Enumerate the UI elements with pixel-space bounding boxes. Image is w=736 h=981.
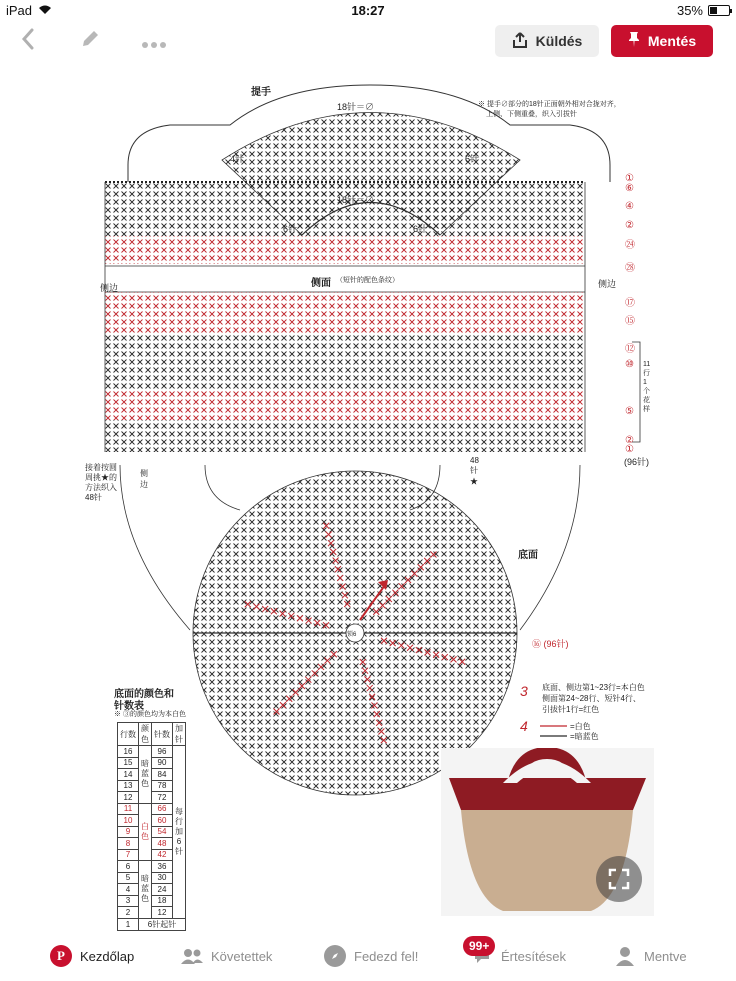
table-cell-count: 12 xyxy=(152,907,173,919)
color-navy-top: 暗蓝色 xyxy=(139,746,152,804)
count-96: (96针) xyxy=(624,457,650,467)
bottom-nav xyxy=(0,935,736,981)
left-4-label: 4针 xyxy=(230,154,245,164)
table-cell-row: 15 xyxy=(118,757,139,769)
row-marker: ㉔ xyxy=(625,240,635,251)
nav-home-label: Kezdőlap xyxy=(80,948,135,964)
more-dots-icon[interactable] xyxy=(140,28,168,56)
table-cell-count: 18 xyxy=(152,895,173,907)
table-cell-row: 7 xyxy=(118,849,139,861)
join-note-4: 48针 xyxy=(85,493,102,502)
table-title-2: 针数表 xyxy=(114,701,144,712)
header-count: 针数 xyxy=(152,723,173,746)
status-time: 18:27 xyxy=(351,3,385,18)
table-cell-row: 9 xyxy=(118,826,139,838)
handle-inner-count: 18针＝∅ xyxy=(337,195,375,205)
table-cell-row: 3 xyxy=(118,895,139,907)
table-cell-row: 2 xyxy=(118,907,139,919)
start-chain-label: 锁6 xyxy=(347,632,357,638)
send-label: Küldés xyxy=(535,33,583,49)
compass-icon xyxy=(324,945,346,967)
table-cell-count: 96 xyxy=(152,746,173,758)
pencil-icon[interactable] xyxy=(76,28,104,56)
mid-48: 48针★ xyxy=(470,456,479,486)
table-cell-row: 1 xyxy=(118,918,139,930)
header-color: 颜色 xyxy=(139,723,152,746)
legend-3-number: 3 xyxy=(520,683,528,699)
table-body xyxy=(118,746,186,931)
side-edge-right: 侧边 xyxy=(598,279,617,289)
handle-top-count: 18针＝∅ xyxy=(337,102,375,112)
row-marker: ① xyxy=(625,173,634,184)
row-marker: ② xyxy=(625,435,634,446)
color-white: 白色 xyxy=(139,803,152,861)
table-cell-count: 54 xyxy=(152,826,173,838)
nav-saved-label: Mentve xyxy=(644,948,687,964)
header-rows: 行数 xyxy=(118,723,139,746)
table-cell-row: 8 xyxy=(118,838,139,850)
row-marker: ④ xyxy=(625,201,634,212)
nav-home[interactable] xyxy=(50,945,134,967)
handle-title: 提手 xyxy=(251,87,271,98)
table-cell-row: 5 xyxy=(118,872,139,884)
save-label: Mentés xyxy=(647,33,697,49)
pinterest-logo-icon: P xyxy=(50,945,72,967)
battery-fill xyxy=(710,7,717,14)
row-marker: ⑤ xyxy=(625,406,634,417)
increase-label: 每行加6针 xyxy=(173,746,186,919)
row-marker: ② xyxy=(625,220,634,231)
table-row xyxy=(118,746,186,758)
side-edge-left: 侧边 xyxy=(100,283,119,293)
join-note-2: 周挑★的 xyxy=(85,473,117,482)
share-icon xyxy=(512,32,528,51)
nav-following[interactable] xyxy=(181,945,272,967)
table-cell-row: 13 xyxy=(118,780,139,792)
eleven-rows-label: 11行1个花样 xyxy=(643,361,651,413)
profile-icon xyxy=(614,945,636,967)
table-cell-row: 16 xyxy=(118,746,139,758)
table-cell-row: 14 xyxy=(118,769,139,781)
table-cell-count: 72 xyxy=(152,792,173,804)
back-icon[interactable] xyxy=(14,28,42,56)
table-header-row xyxy=(118,723,186,746)
table-cell-count: 6针起针 xyxy=(139,918,186,930)
table-cell-row: 4 xyxy=(118,884,139,896)
table-title-1: 底面的颜色和 xyxy=(114,689,174,700)
handle-note-1: ※ 提手∅部分的18针正面朝外相对合拢对齐， xyxy=(478,101,621,108)
table-cell-count: 84 xyxy=(152,769,173,781)
table-cell-count: 66 xyxy=(152,803,173,815)
device-name: iPad xyxy=(6,3,33,18)
legend-navy: =暗蓝色 xyxy=(570,732,599,741)
table-cell-row: 6 xyxy=(118,861,139,873)
table-cell-count: 48 xyxy=(152,838,173,850)
row-marker: ⑫ xyxy=(625,344,635,355)
table-cell-count: 36 xyxy=(152,861,173,873)
side-title: 侧面 xyxy=(311,278,331,289)
join-note-3: 方法织入 xyxy=(85,483,117,492)
legend-4-number: 4 xyxy=(520,718,528,734)
table-cell-count: 24 xyxy=(152,884,173,896)
table-cell-count: 60 xyxy=(152,815,173,827)
row-marker: ⑮ xyxy=(625,316,635,327)
row-marker: ㉘ xyxy=(625,263,635,274)
battery-percent: 35% xyxy=(676,3,703,18)
join-note-1: 接着按圆 xyxy=(85,463,117,472)
right-6-bottom-label: 6针 xyxy=(413,224,428,234)
status-right xyxy=(677,3,730,18)
nav-following-label: Követettek xyxy=(211,948,273,964)
row-marker: ⑩ xyxy=(625,359,634,370)
side-edge-mid: 侧边 xyxy=(140,469,148,489)
base-title: 底面 xyxy=(518,550,538,561)
row-marker: ⑰ xyxy=(625,298,635,309)
table-cell-count: 42 xyxy=(152,849,173,861)
table-cell-row: 12 xyxy=(118,792,139,804)
pin-icon xyxy=(628,31,640,51)
nav-notifications-label: Értesítések xyxy=(501,948,567,964)
table-note: ※ ③的颜色均为本白色 xyxy=(114,711,186,718)
people-icon xyxy=(181,945,203,967)
base-count: ⑯ (96针) xyxy=(532,639,569,649)
color-navy-bottom: 暗蓝色 xyxy=(139,861,152,919)
right-6-top-label: 6针 xyxy=(465,154,480,164)
pin-toolbar xyxy=(0,22,736,62)
notification-badge: 99+ xyxy=(463,936,495,956)
left-6-bottom-label: 6针 xyxy=(283,224,298,234)
expand-icon[interactable] xyxy=(596,856,642,902)
table-cell-count: 78 xyxy=(152,780,173,792)
header-increase: 加针 xyxy=(173,723,186,746)
nav-saved[interactable] xyxy=(614,945,687,967)
legend-3-line-1: 底面、侧边第1~23行=本白色 xyxy=(542,683,645,692)
legend-3-line-3: 引拔针1行=红色 xyxy=(542,705,600,714)
table-cell-row: 11 xyxy=(118,803,139,815)
table-cell-count: 30 xyxy=(152,872,173,884)
legend-white: =白色 xyxy=(570,722,591,731)
side-subtitle: （短针的配色条纹） xyxy=(336,277,399,284)
table-cell-count: 90 xyxy=(152,757,173,769)
table-row xyxy=(118,918,186,930)
stitch-count-table xyxy=(117,722,186,931)
battery-icon xyxy=(708,5,730,16)
handle-note-2: 上侧、下侧重叠，织入引拔针 xyxy=(486,111,577,118)
row-marker: ⑥ xyxy=(625,183,634,194)
nav-explore[interactable] xyxy=(324,945,418,967)
row-marker: ① xyxy=(625,444,634,455)
legend-3-line-2: 侧面第24~28行、短针4行、 xyxy=(542,694,641,703)
table-cell-row: 10 xyxy=(118,815,139,827)
save-button[interactable] xyxy=(611,25,713,57)
nav-explore-label: Fedezd fel! xyxy=(354,948,419,964)
send-button[interactable] xyxy=(495,25,599,57)
status-bar xyxy=(0,0,736,20)
